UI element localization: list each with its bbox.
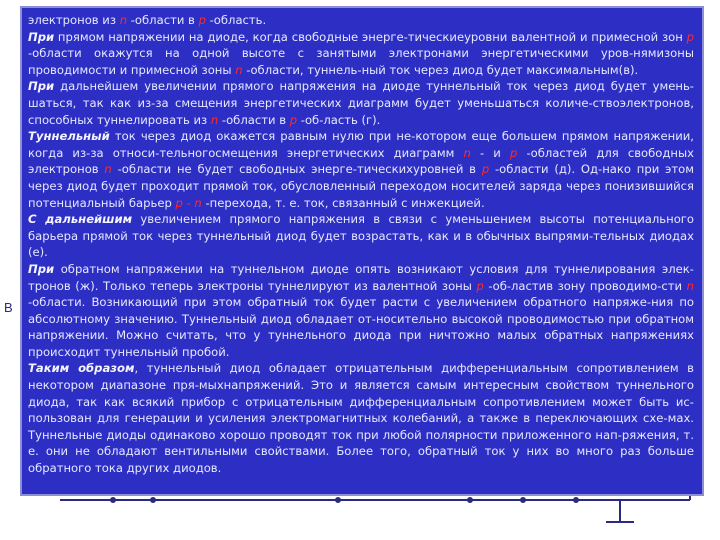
paragraph-text: ток через диод окажется равным нулю при не-котором еще большем прямом напряжении, когда из-за относи-тельногосмещения энергетических диаграмм xyxy=(28,129,694,160)
region-symbol: p xyxy=(481,162,490,177)
paragraph-lead: При xyxy=(28,261,55,276)
paragraph-text: , туннельный диод обладает отрицательным дифференциальным сопротивлением в некотором диапазоне пря-мыхнапряжений. Это и является самым интересным свойством туннельного диода, так как всякий прибор с отрицательным дифференциальным сопротивлением может быть ис-пользован для генерации и усиления электромагнитных колебаний, а также в переключающих схе-мах. Туннельные диоды одинаково хорошо проводят ток при любой полярности приложенного нап-ряжения, т. е. они не обладают вентильными свойствами. Более того, обратный ток у них во много раз больше обратного тока других диодов. xyxy=(28,361,694,476)
paragraph-lead: При xyxy=(28,79,55,94)
region-symbol: n xyxy=(235,62,243,77)
side-label: B xyxy=(4,300,13,315)
region-symbol: n xyxy=(119,13,128,27)
region-symbol: n xyxy=(686,278,694,293)
paragraph-text: -области окажутся на одной высоте с занятыми электронами энергетическими уров-нямизоны проводимости и примесной зоны xyxy=(28,46,694,77)
paragraph xyxy=(28,128,694,211)
paragraph xyxy=(28,261,694,361)
paragraph-text: прямом напряжении на диоде, когда свободные энерге-тическиеуровни валентной и примесной зон xyxy=(54,29,687,44)
region-symbol: p xyxy=(289,112,298,127)
node-dot xyxy=(335,497,341,503)
paragraph-text: обратном напряжении на туннельном диоде опять возникают условия для туннелирования элек-тронов (ж). Только теперь электроны туннелируют из валентной зоны xyxy=(28,261,694,293)
node-dot xyxy=(150,497,156,503)
paragraph xyxy=(28,29,694,79)
paragraph xyxy=(28,360,694,476)
paragraph-text: -области в xyxy=(127,13,199,27)
paragraph-text: - и xyxy=(470,145,510,160)
paragraph-text: увеличением прямого напряжения в связи с уменьшением высоты потенциального барьера прямой ток через туннельный диод будет возрастать, как и в обычных выпрями-тельных диодах (е). xyxy=(28,212,694,260)
paragraph-lead: Таким образом xyxy=(28,361,135,376)
paragraph-text: -область. xyxy=(205,13,267,27)
region-symbol: p xyxy=(198,13,206,27)
paragraph-text: -области (д). Од-нако при этом через диод будет проходит прямой ток, обусловленный переходом носителей заряда через понизившийся потенциальный барьер xyxy=(28,162,695,210)
paragraph-text: электронов из xyxy=(28,13,120,27)
paragraph-lead: Туннельный xyxy=(28,129,110,144)
node-dot xyxy=(467,497,473,503)
region-symbol: p xyxy=(686,29,694,44)
paragraph-text: -области, туннель-ный ток через диод будет максимальным(в). xyxy=(242,62,639,77)
paragraph xyxy=(28,12,694,29)
region-symbol: p xyxy=(509,145,518,160)
region-symbol: p - n xyxy=(175,195,202,210)
paragraph-text: -об-ластив зону проводимо-сти xyxy=(483,278,687,293)
paragraph-text: -области. Возникающий при этом обратный ток будет расти с увеличением обратного напряже-ния по абсолютному значению. Туннельный диод обладает от-носительно высокой проводимостью при обратном напряжении. Можно считать, что у туннельного диода при ничтожно малых обратных напряжениях происходит туннельный пробой. xyxy=(28,295,694,359)
paragraph-text: дальнейшем увеличении прямого напряжения на диоде туннельный ток через диод будет умень-шаться, так как из-за смещения энергетических диаграмм будет уменьшаться количе-ствоэлектронов, способных туннелировать из xyxy=(28,79,694,127)
paragraph-text: -об-ласть (г). xyxy=(297,112,381,127)
paragraph xyxy=(28,78,694,128)
node-dot xyxy=(573,497,579,503)
region-symbol: n xyxy=(104,162,112,177)
region-symbol: n xyxy=(210,112,219,127)
paragraph-lead: С дальнейшим xyxy=(28,212,133,227)
paragraph xyxy=(28,211,694,261)
node-dot xyxy=(110,497,116,503)
paragraph-text: -перехода, т. е. ток, связанный с инжекцией. xyxy=(201,195,485,210)
paragraph-text: -области в xyxy=(218,112,290,127)
paragraph-text: -областей для свободных электронов xyxy=(28,145,694,177)
region-symbol: n xyxy=(463,145,471,160)
region-symbol: p xyxy=(476,278,484,293)
paragraph-lead: При xyxy=(28,29,55,44)
text-panel xyxy=(20,6,704,496)
node-dot xyxy=(520,497,526,503)
paragraph-text: -области не будет свободных энерге-тическихуровней в xyxy=(111,162,482,177)
